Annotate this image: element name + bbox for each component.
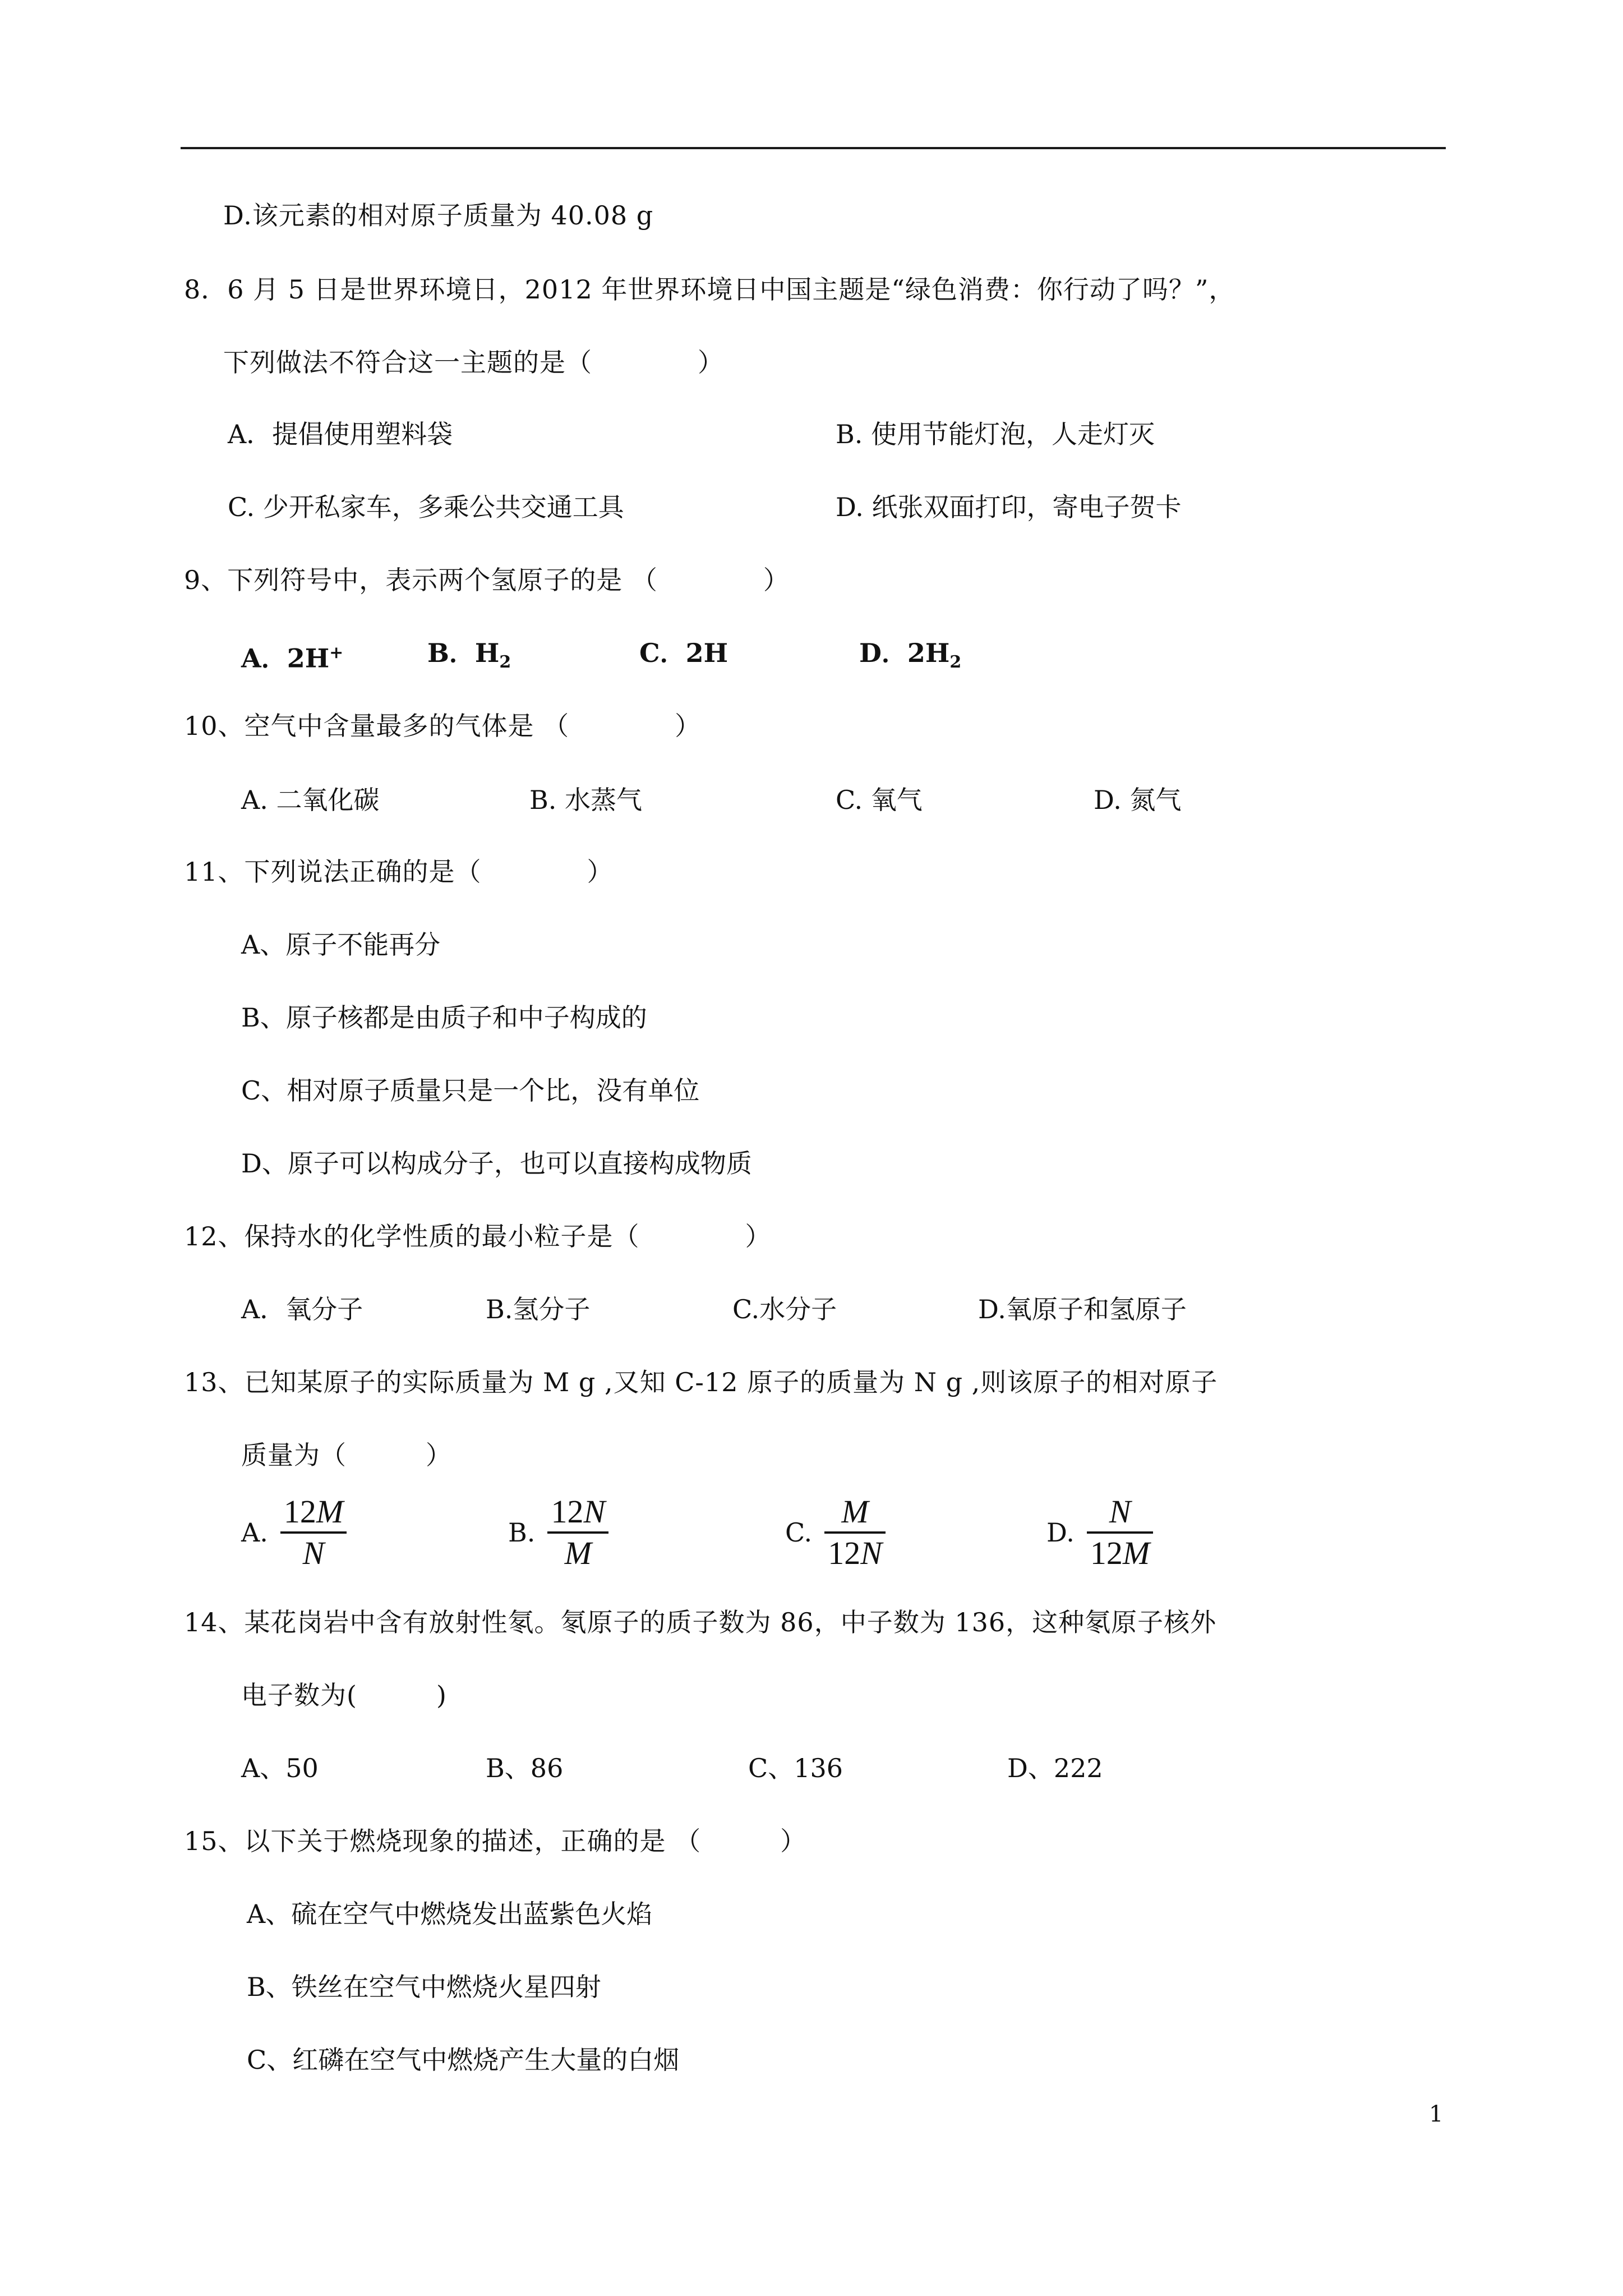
- q9-option-c: C．2H: [639, 638, 728, 668]
- q13-option-d: [1046, 1492, 1153, 1573]
- option-label: D.: [1046, 1517, 1075, 1548]
- fraction-M-over-12N: $\frac{M}{12N}$: [824, 1492, 886, 1573]
- q13-option-b: [508, 1492, 608, 1573]
- q8-option-c: C. 少开私家车，多乘公共交通工具: [228, 492, 624, 522]
- q14-option-d: D、222: [1007, 1753, 1103, 1783]
- q8-option-d: D. 纸张双面打印，寄电子贺卡: [836, 492, 1182, 522]
- q14-stem-line2: 电子数为( ): [241, 1680, 447, 1710]
- page-number: 1: [1429, 2101, 1444, 2127]
- q12-option-a: A．氧分子: [241, 1294, 363, 1324]
- q12-stem: 12、保持水的化学性质的最小粒子是（ ）: [184, 1221, 772, 1251]
- fraction-N-over-12M: $\frac{N}{12M}$: [1087, 1492, 1153, 1573]
- q12-option-d: D.氧原子和氢原子: [978, 1294, 1187, 1324]
- q8-stem-line2: 下列做法不符合这一主题的是（ ）: [223, 347, 724, 378]
- q8-option-a: A．提倡使用塑料袋: [228, 419, 453, 449]
- q14-option-c: C、136: [748, 1753, 843, 1783]
- q10-option-c: C. 氧气: [836, 785, 923, 815]
- q15-option-b: B、铁丝在空气中燃烧火星四射: [247, 1972, 601, 2002]
- q8-stem-line1: 8．6 月 5 日是世界环境日，2012 年世界环境日中国主题是“绿色消费：你行动了吗？”，: [184, 274, 1235, 305]
- q10-option-d: D. 氮气: [1094, 785, 1182, 815]
- q14-option-a: A、50: [241, 1753, 319, 1783]
- q12-option-c: C.水分子: [732, 1294, 837, 1324]
- q13-stem-line2: 质量为（ ）: [241, 1440, 452, 1470]
- q7-option-d: D.该元素的相对原子质量为 40.08 g: [223, 200, 654, 231]
- option-label: A.: [241, 1517, 268, 1548]
- q15-option-c: C、红磷在空气中燃烧产生大量的白烟: [247, 2045, 680, 2075]
- q9-option-d: D．$2H_2$: [859, 638, 962, 673]
- q10-option-a: A. 二氧化碳: [241, 785, 380, 815]
- fraction-12N-over-M: $\frac{12N}{M}$: [547, 1492, 608, 1573]
- q13-option-c: [785, 1492, 886, 1573]
- q11-option-d: D、原子可以构成分子，也可以直接构成物质: [241, 1148, 752, 1179]
- q15-option-a: A、硫在空气中燃烧发出蓝紫色火焰: [247, 1899, 653, 1929]
- q11-option-b: B、原子核都是由质子和中子构成的: [241, 1002, 647, 1033]
- q9-option-b: B．$H_2$: [427, 638, 511, 673]
- q10-stem: 10、空气中含量最多的气体是 （ ）: [184, 711, 702, 741]
- q14-option-b: B、86: [486, 1753, 564, 1783]
- option-label: C.: [785, 1517, 813, 1548]
- q13-stem-line1: 13、已知某原子的实际质量为 M g ,又知 C-12 原子的质量为 N g ,则该原子的相对原子: [184, 1367, 1218, 1397]
- q9-stem: 9、下列符号中，表示两个氢原子的是 （ ）: [184, 565, 790, 595]
- option-label: B.: [508, 1517, 536, 1548]
- q13-option-a: [241, 1492, 347, 1573]
- q11-option-c: C、相对原子质量只是一个比，没有单位: [241, 1075, 700, 1106]
- q10-option-b: B. 水蒸气: [529, 785, 643, 815]
- q11-stem: 11、下列说法正确的是（ ）: [184, 857, 614, 887]
- q11-option-a: A、原子不能再分: [241, 930, 441, 960]
- q8-option-b: B. 使用节能灯泡，人走灯灭: [836, 419, 1155, 449]
- fraction-12M-over-N: $\frac{12M}{N}$: [280, 1492, 347, 1573]
- q12-option-b: B.氢分子: [486, 1294, 591, 1324]
- q15-stem: 15、以下关于燃烧现象的描述，正确的是 （ ）: [184, 1826, 807, 1856]
- header-rule: [181, 147, 1446, 149]
- q9-option-a: A．2H+: [241, 643, 344, 674]
- q14-stem-line1: 14、某花岗岩中含有放射性氡。氡原子的质子数为 86，中子数为 136，这种氡原子核外: [184, 1607, 1217, 1637]
